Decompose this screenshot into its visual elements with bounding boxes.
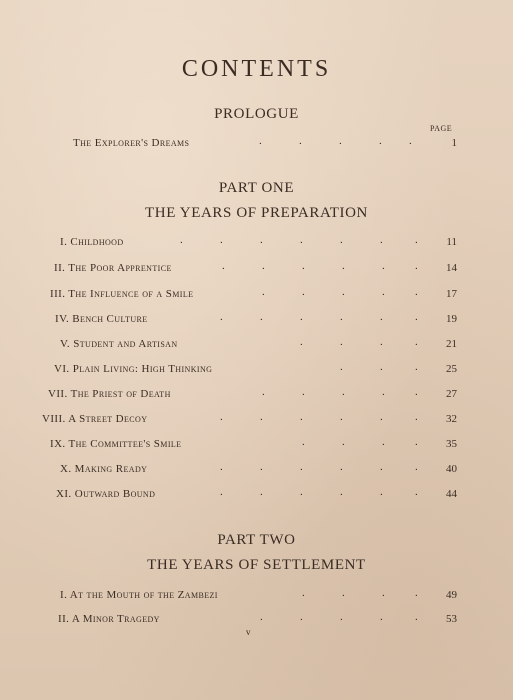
dot-leaders: . . . . .: [262, 286, 418, 298]
chapter-number: III.: [50, 288, 66, 300]
toc-entry-title: The Priest of Death: [70, 388, 171, 400]
part-two-subheading: THE YEARS OF SETTLEMENT: [147, 557, 366, 573]
dot-leaders: . . . . . .: [220, 311, 418, 323]
chapter-number: X.: [60, 463, 72, 475]
chapter-number: XI.: [56, 488, 72, 500]
toc-entry-page: 14: [446, 262, 457, 274]
page-title: CONTENTS: [181, 56, 332, 82]
chapter-number: IV.: [55, 313, 70, 325]
chapter-number: VIII.: [42, 413, 66, 425]
toc-entry: [0, 613, 513, 631]
chapter-number: I.: [60, 589, 68, 601]
dot-leaders: . . . .: [302, 436, 418, 448]
toc-entry-page: 44: [446, 488, 457, 500]
dot-leaders: . . . . . .: [220, 411, 418, 423]
dot-leaders: . . . . . .: [220, 486, 418, 498]
dot-leaders: . . . . . . .: [180, 234, 418, 246]
toc-entry-title: The Poor Apprentice: [68, 262, 172, 274]
toc-entry: [0, 288, 513, 306]
dot-leaders: . . . .: [302, 587, 418, 599]
part-one-subheading: THE YEARS OF PREPARATION: [145, 205, 368, 221]
dot-leaders: . . . .: [300, 336, 418, 348]
dot-leaders: . . . . .: [259, 135, 412, 147]
toc-entry-title: A Minor Tragedy: [71, 613, 160, 625]
toc-entry: [0, 338, 513, 356]
dot-leaders: . . . . . .: [220, 461, 418, 473]
toc-entry: [0, 488, 513, 506]
toc-entry-page: 27: [446, 388, 457, 400]
toc-entry-page: 49: [446, 589, 457, 601]
toc-entry: [0, 388, 513, 406]
page-column-label: PAGE: [430, 124, 453, 133]
toc-entry-title: Making Ready: [74, 463, 148, 475]
dot-leaders: . . . . .: [262, 386, 418, 398]
toc-entry-page: 21: [446, 338, 457, 350]
toc-entry-title: The Committee's Smile: [68, 438, 182, 450]
chapter-number: I.: [60, 236, 68, 248]
page-folio: v: [246, 627, 251, 637]
toc-entry: [0, 438, 513, 456]
toc-entry: [0, 313, 513, 331]
toc-entry-title: Outward Bound: [74, 488, 156, 500]
toc-entry: [0, 262, 513, 280]
toc-entry-title: At the Mouth of the Zambezi: [69, 589, 218, 601]
toc-entry-title: Plain Living: High Thinking: [72, 363, 213, 375]
toc-entry-title: The Explorer's Dreams: [73, 137, 190, 149]
toc-entry-page: 11: [446, 236, 457, 248]
part-one-heading: PART ONE: [218, 180, 295, 196]
toc-entry-title: Childhood: [70, 236, 124, 248]
toc-entry: [0, 463, 513, 481]
dot-leaders: . . . . . .: [222, 260, 418, 272]
toc-entry-page: 53: [446, 613, 457, 625]
toc-entry-page: 1: [451, 137, 457, 149]
toc-entry-title: Bench Culture: [72, 313, 148, 325]
toc-entry-page: 35: [446, 438, 457, 450]
chapter-number: V.: [60, 338, 71, 350]
part-two-heading: PART TWO: [217, 532, 296, 548]
chapter-number: VII.: [48, 388, 68, 400]
toc-entry-page: 25: [446, 363, 457, 375]
toc-entry: [0, 589, 513, 607]
chapter-number: IX.: [50, 438, 66, 450]
toc-entry-page: 17: [446, 288, 457, 300]
prologue-heading: PROLOGUE: [214, 106, 299, 122]
toc-entry-title: Student and Artisan: [73, 338, 178, 350]
toc-entry-page: 32: [446, 413, 457, 425]
toc-entry-title: The Influence of a Smile: [68, 288, 194, 300]
toc-entry-title: A Street Decoy: [68, 413, 148, 425]
chapter-number: VI.: [54, 363, 70, 375]
dot-leaders: . . . . .: [260, 611, 418, 623]
chapter-number: II.: [58, 613, 70, 625]
toc-entry-page: 40: [446, 463, 457, 475]
toc-entry: [0, 363, 513, 381]
chapter-number: II.: [54, 262, 66, 274]
dot-leaders: . . .: [340, 361, 418, 373]
toc-entry: [0, 137, 513, 155]
toc-entry: [0, 236, 513, 254]
toc-entry: [0, 413, 513, 431]
toc-entry-page: 19: [446, 313, 457, 325]
